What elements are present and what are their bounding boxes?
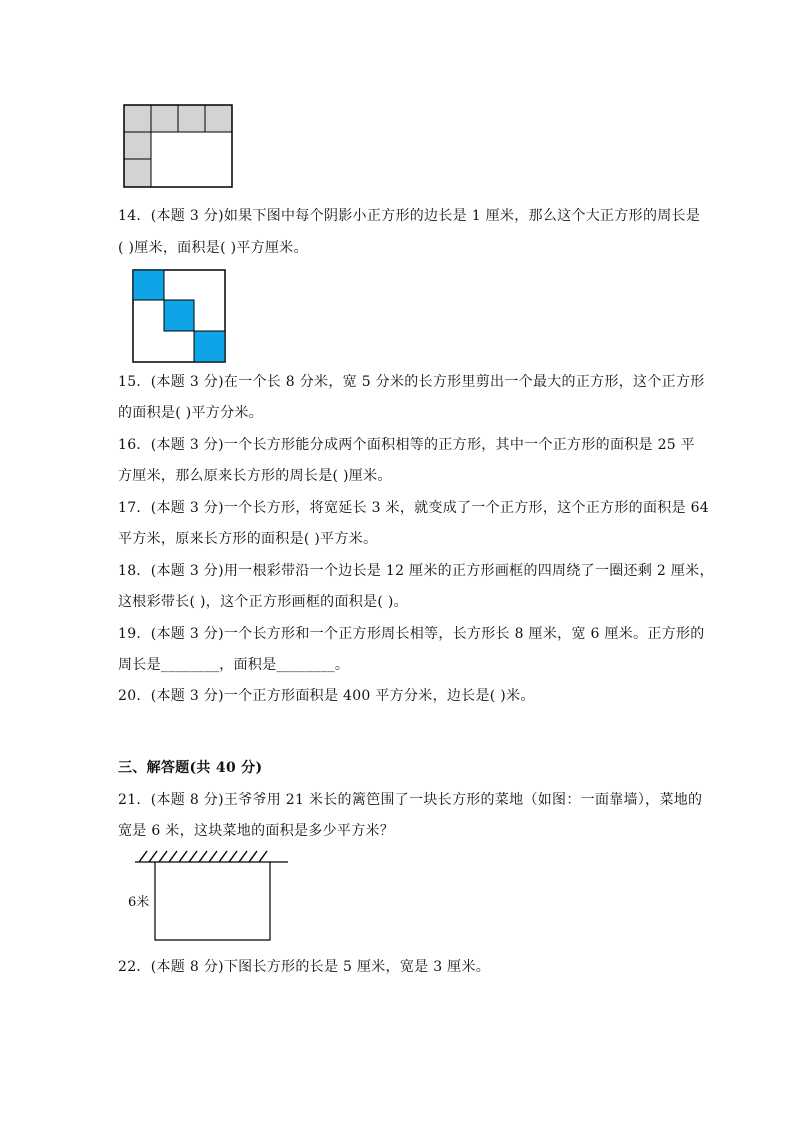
section3-title: 三、解答题(共 40 分) [118, 760, 263, 776]
q18-line1: 18．(本题 3 分)用一根彩带沿一个边长是 12 厘米的正方形画框的四周绕了一圈还剩 2 厘米， [118, 563, 714, 579]
gray-square [151, 105, 178, 132]
q22-line1: 22．(本题 8 分)下图长方形的长是 5 厘米，宽是 3 厘米。 [118, 959, 491, 975]
gray-square [124, 132, 151, 159]
q15-line2: 的面积是( )平方分米。 [118, 405, 263, 421]
gray-square [205, 105, 232, 132]
blue-square [194, 331, 225, 362]
blue-square [164, 300, 194, 331]
gray-squares-figure [120, 102, 235, 192]
q17-line2: 平方米，原来长方形的面积是( )平方米。 [118, 531, 378, 547]
q14-line1: 14．(本题 3 分)如果下图中每个阴影小正方形的边长是 1 厘米，那么这个大正方形的周长是 [118, 208, 701, 224]
blue-square [133, 270, 164, 300]
garden-width-label: 6米 [128, 895, 150, 910]
q17-line1: 17．(本题 3 分)一个长方形，将宽延长 3 米，就变成了一个正方形，这个正方形的面积是 64 [118, 500, 710, 516]
fence-rectangle [155, 862, 270, 940]
garden-wall-figure [125, 848, 295, 946]
gray-square [124, 159, 151, 187]
q16-line1: 16．(本题 3 分)一个长方形能分成两个面积相等的正方形，其中一个正方形的面积是 25 平 [118, 437, 696, 453]
q19-line2: 周长是________，面积是________。 [118, 657, 350, 673]
q19-line1: 19．(本题 3 分)一个长方形和一个正方形周长相等，长方形长 8 厘米，宽 6 厘米。正方形的 [118, 626, 705, 642]
gray-square [178, 105, 205, 132]
q15-line1: 15．(本题 3 分)在一个长 8 分米，宽 5 分米的长方形里剪出一个最大的正方形，这个正方形 [118, 374, 705, 390]
q21-line1: 21．(本题 8 分)王爷爷用 21 米长的篱笆围了一块长方形的菜地（如图：一面靠墙），菜地的 [118, 792, 703, 808]
q14-line2: ( )厘米，面积是( )平方厘米。 [118, 240, 308, 256]
wall-hatching [139, 851, 267, 862]
q20-line1: 20．(本题 3 分)一个正方形面积是 400 平方分米，边长是( )米。 [118, 688, 535, 704]
blue-squares-figure [130, 268, 228, 364]
q21-line2: 宽是 6 米，这块菜地的面积是多少平方米？ [118, 823, 395, 839]
q16-line2: 方厘米，那么原来长方形的周长是( )厘米。 [118, 468, 392, 484]
q18-line2: 这根彩带长( )，这个正方形画框的面积是( )。 [118, 594, 408, 610]
gray-square [124, 105, 151, 132]
